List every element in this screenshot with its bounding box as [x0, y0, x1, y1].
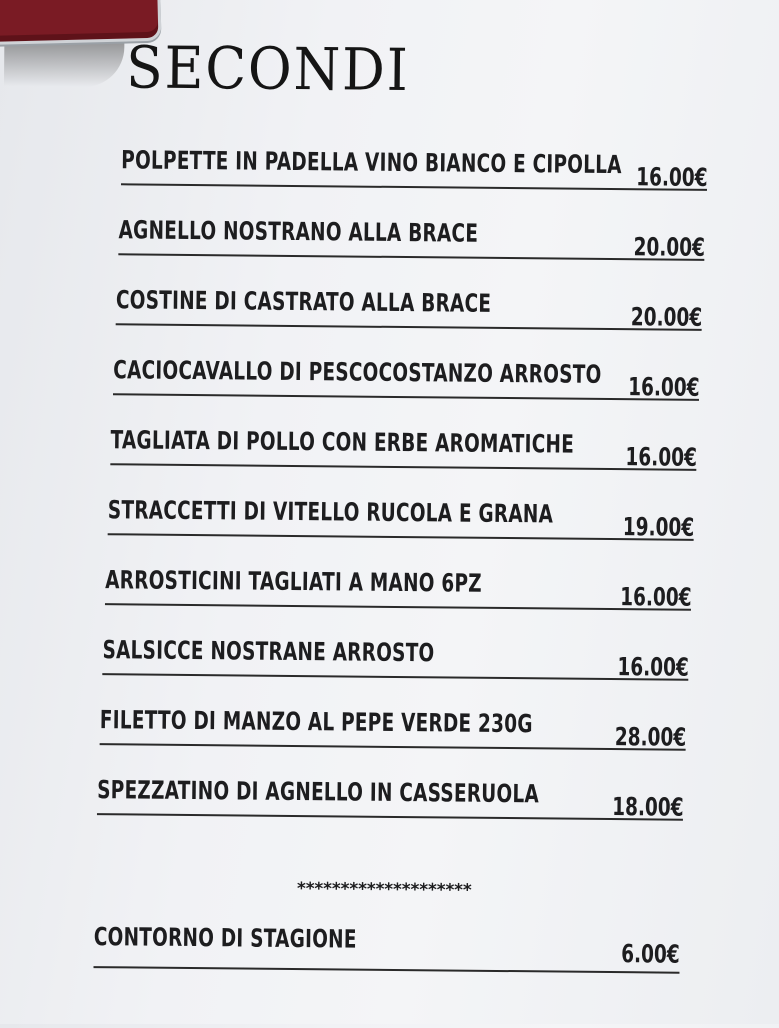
menu-item-rule	[102, 673, 688, 680]
menu-item-price: 19.00€	[622, 512, 694, 542]
menu-item-price: 20.00€	[630, 302, 702, 332]
menu-item-name: COSTINE DI CASTRATO ALLA BRACE	[115, 285, 492, 318]
menu-item	[116, 285, 702, 331]
menu-item-rule	[108, 533, 694, 540]
menu-item-price: 16.00€	[635, 162, 708, 192]
side-dish-item	[94, 922, 680, 968]
menu-item	[113, 355, 699, 401]
side-dish-price: 6.00€	[620, 939, 680, 969]
menu-item-price: 16.00€	[619, 582, 692, 612]
menu-item-name: SALSICCE NOSTRANE ARROSTO	[102, 635, 435, 668]
side-dish-name: CONTORNO DI STAGIONE	[93, 922, 357, 954]
menu-item-name: CACIOCAVALLO DI PESCOCOSTANZO ARROSTO	[113, 355, 602, 389]
menu-item-rule	[118, 253, 704, 260]
menu-item-price: 20.00€	[632, 232, 705, 262]
menu-item-rule	[113, 393, 699, 400]
menu-item-rule	[116, 323, 702, 330]
section-title: SECONDI	[125, 33, 410, 105]
menu-item-price: 18.00€	[611, 792, 684, 822]
menu-item-name: STRACCETTI DI VITELLO RUCOLA E GRANA	[107, 495, 554, 529]
menu-item	[110, 425, 696, 471]
menu-item-name: TAGLIATA DI POLLO CON ERBE AROMATICHE	[110, 425, 575, 459]
menu-item	[102, 635, 688, 681]
menu-item	[108, 495, 694, 541]
menu-item-rule	[121, 183, 707, 190]
menu-item	[100, 705, 686, 751]
menu-item-name: AGNELLO NOSTRANO ALLA BRACE	[118, 215, 479, 248]
menu-item-name: FILETTO DI MANZO AL PEPE VERDE 230G	[99, 705, 533, 739]
side-dish-rule	[93, 966, 679, 973]
menu-item-rule	[97, 813, 683, 820]
menu-item-price: 28.00€	[614, 722, 686, 752]
menu-item-name: POLPETTE IN PADELLA VINO BIANCO E CIPOLLA	[121, 145, 622, 180]
menu-item	[118, 215, 704, 261]
menu-item-price: 16.00€	[627, 372, 700, 402]
menu-item-price: 16.00€	[624, 442, 697, 472]
menu-item	[97, 775, 683, 821]
menu-item-rule	[105, 603, 691, 610]
menu-item	[105, 565, 691, 611]
menu-item-name: SPEZZATINO DI AGNELLO IN CASSERUOLA	[97, 775, 540, 809]
menu-item-price: 16.00€	[616, 652, 689, 682]
menu-item-rule	[110, 463, 696, 470]
menu-item	[121, 145, 707, 191]
menu-item-rule	[100, 743, 686, 750]
menu-item-name: ARROSTICINI TAGLIATI A MANO 6PZ	[105, 565, 483, 598]
separator-stars: ********************	[296, 879, 472, 901]
